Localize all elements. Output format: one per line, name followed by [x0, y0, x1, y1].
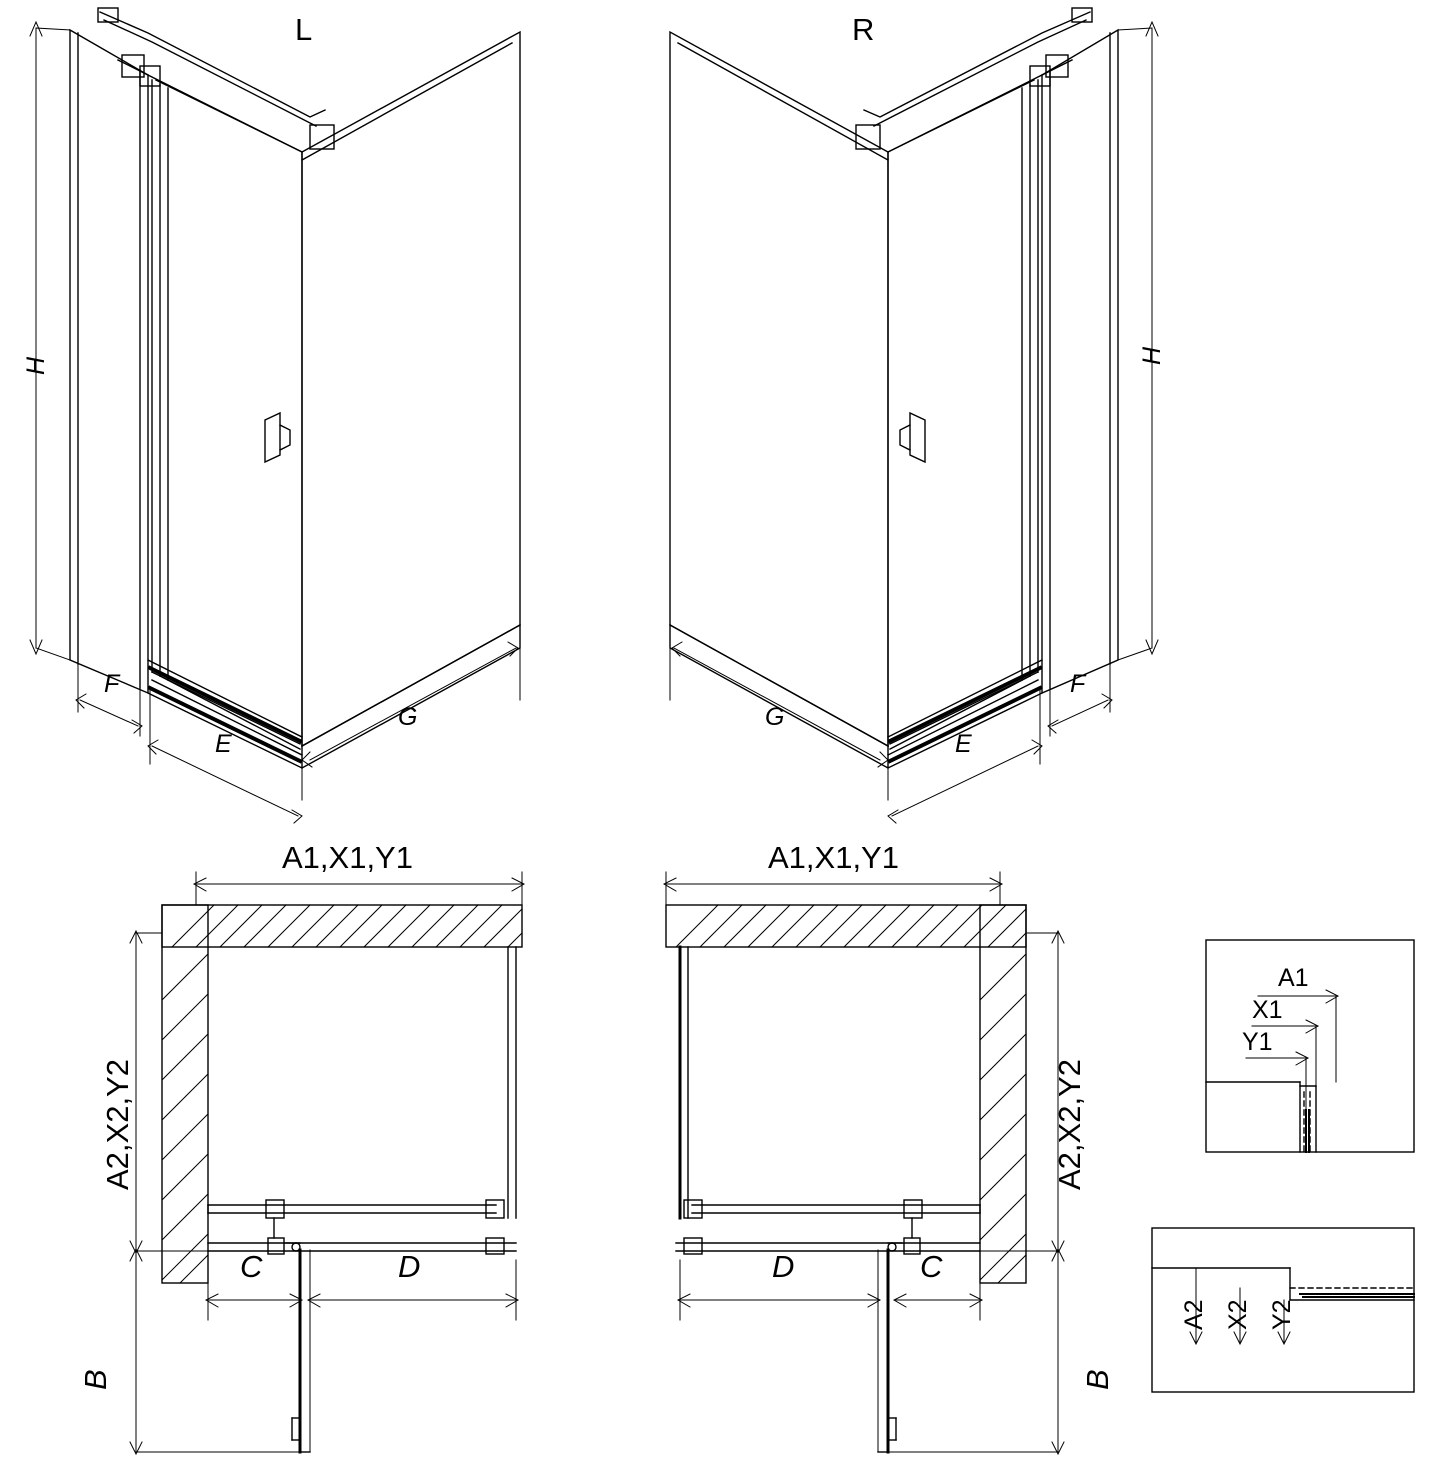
iso-left-height-dim [30, 22, 70, 660]
detail-bottom-label-a2: A2 [1180, 1299, 1208, 1330]
plan-left-dims [130, 872, 524, 1454]
plan-left-dim-b: B [78, 1369, 113, 1390]
detail-top-label-x1: X1 [1252, 996, 1283, 1024]
detail-top-box [1206, 940, 1414, 1152]
iso-left-dim-g: G [398, 703, 418, 731]
plan-right-dim-c: C [920, 1249, 943, 1284]
plan-left-side-dim-label: A2,X2,Y2 [100, 1059, 135, 1190]
iso-right-dim-g: G [765, 703, 785, 731]
plan-left-top-dim-label: A1,X1,Y1 [282, 840, 413, 875]
plan-right-side-dim-label: A2,X2,Y2 [1052, 1059, 1087, 1190]
detail-bottom-label-y2: Y2 [1268, 1299, 1296, 1330]
iso-left-title: L [295, 12, 313, 47]
iso-right-dim-f: F [1070, 670, 1086, 698]
iso-right-enclosure [670, 8, 1118, 768]
iso-left-enclosure [70, 8, 520, 768]
iso-right-title: R [852, 12, 875, 47]
plan-left [162, 905, 522, 1452]
plan-right-dims [664, 872, 1064, 1454]
plan-right-dim-d: D [772, 1249, 795, 1284]
detail-bottom-label-x2: X2 [1224, 1299, 1252, 1330]
iso-right-height-label: H [1138, 346, 1166, 365]
detail-top-label-y1: Y1 [1242, 1028, 1273, 1056]
iso-left-bottom-dims [76, 642, 520, 823]
detail-top-label-a1: A1 [1278, 964, 1309, 992]
iso-left-height-label: H [22, 356, 50, 375]
iso-left-dim-f: F [104, 670, 120, 698]
iso-right-dim-e: E [955, 730, 972, 758]
plan-right [666, 905, 1026, 1452]
iso-right-height-dim [1118, 22, 1158, 660]
plan-right-dim-b: B [1080, 1369, 1115, 1390]
plan-right-top-dim-label: A1,X1,Y1 [768, 840, 899, 875]
iso-left-dim-e: E [215, 730, 232, 758]
iso-right-bottom-dims [670, 642, 1112, 823]
plan-left-dim-d: D [398, 1249, 421, 1284]
plan-left-dim-c: C [240, 1249, 263, 1284]
